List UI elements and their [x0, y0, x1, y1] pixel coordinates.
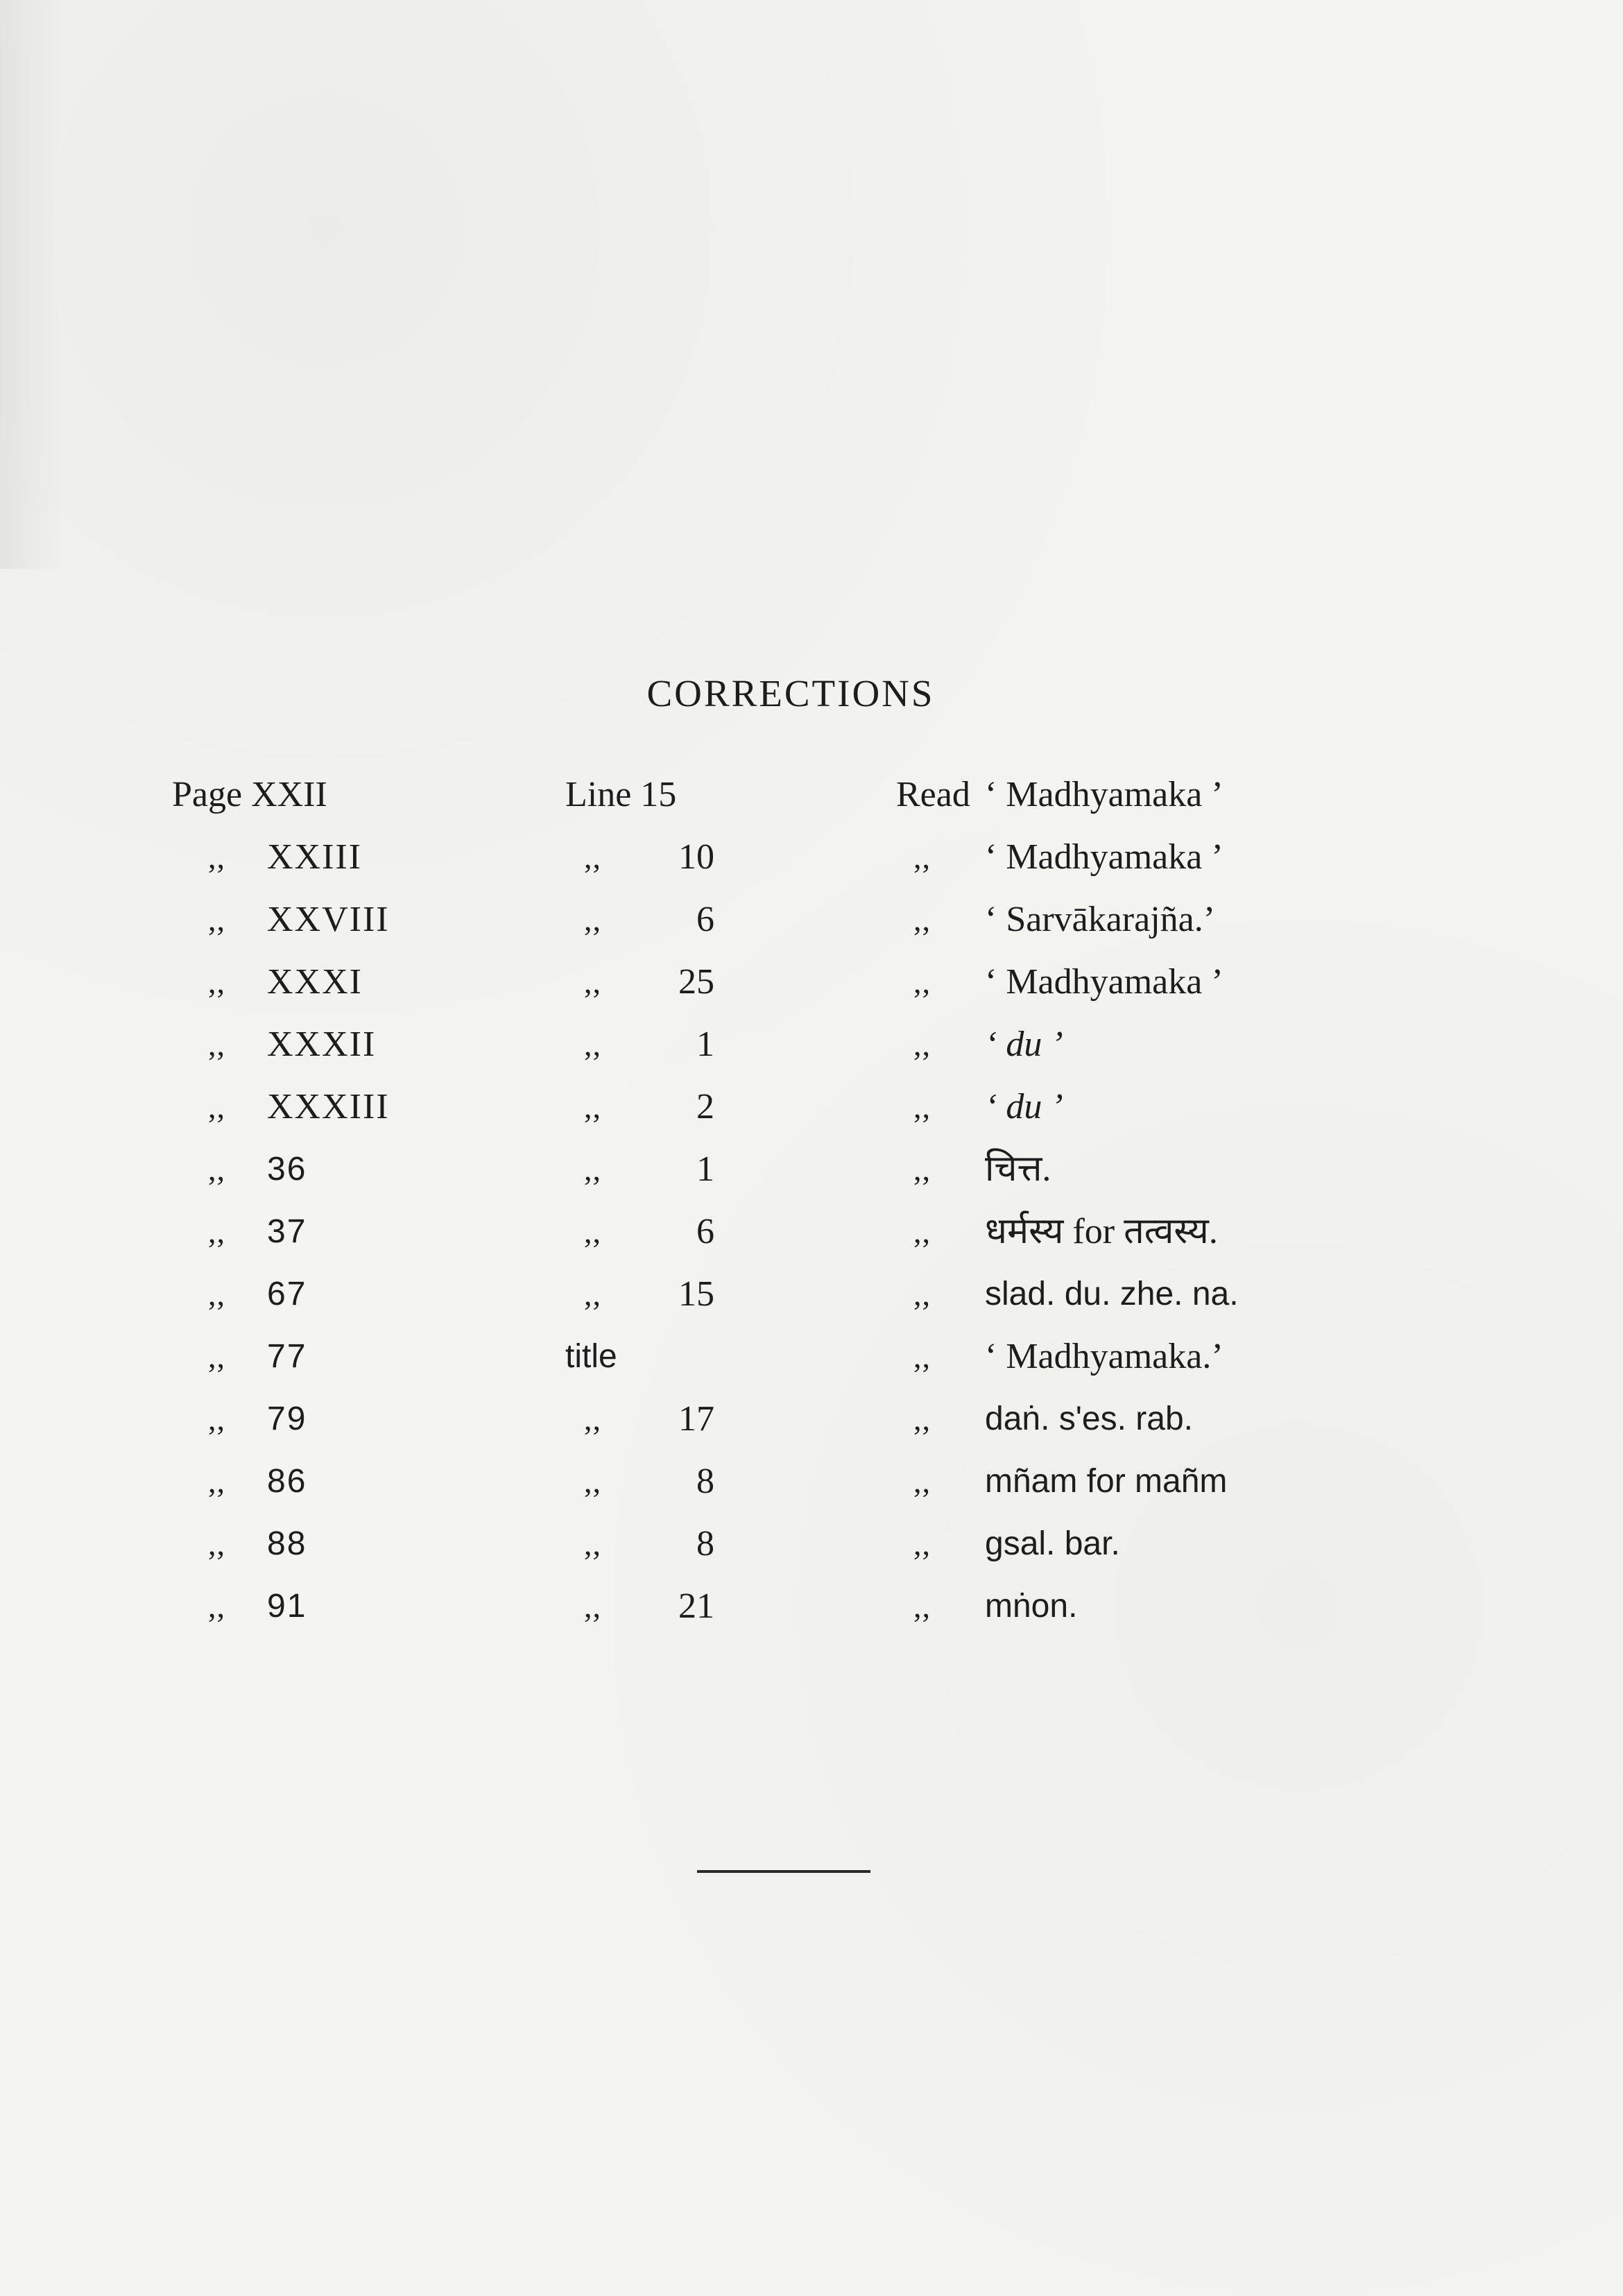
correction-text: ‘ Madhyamaka.’ — [985, 1337, 1223, 1376]
table-row — [0, 1020, 1623, 1082]
correction-text: mñam for mañm — [985, 1463, 1228, 1500]
ditto-mark: ,, — [584, 964, 601, 1000]
ditto-mark: ,, — [208, 1339, 225, 1374]
page-ref: 91 — [267, 1588, 307, 1625]
ditto-mark: ,, — [208, 902, 225, 937]
table-row — [0, 1519, 1623, 1582]
line-ref: 21 — [678, 1586, 714, 1626]
ditto-mark: ,, — [913, 1151, 931, 1187]
ditto-mark: ,, — [913, 1526, 931, 1561]
scan-edge-shading — [0, 0, 62, 569]
line-ref: 2 — [696, 1087, 714, 1126]
page-ref: XXXIII — [267, 1087, 390, 1126]
page-ref: XXIII — [267, 837, 363, 877]
line-ref: Line 15 — [565, 775, 677, 814]
ditto-mark: ,, — [584, 1151, 601, 1187]
ditto-mark: ,, — [208, 1464, 225, 1499]
page-ref: XXXII — [267, 1025, 377, 1064]
page-ref: 67 — [267, 1276, 307, 1312]
page-ref: 36 — [267, 1151, 307, 1188]
line-ref: title — [565, 1338, 617, 1375]
line-ref: 8 — [696, 1524, 714, 1563]
read-label: Read — [896, 775, 970, 814]
ditto-mark: ,, — [208, 1214, 225, 1249]
table-row — [0, 832, 1623, 895]
page-ref: XXVIII — [267, 900, 390, 939]
ditto-mark: ,, — [208, 1089, 225, 1124]
table-row — [0, 1269, 1623, 1332]
correction-text: gsal. bar. — [985, 1525, 1120, 1562]
table-row — [0, 1332, 1623, 1394]
table-row — [0, 1145, 1623, 1207]
ditto-mark: ,, — [913, 1027, 931, 1062]
correction-text: धर्मस्य for तत्वस्य. — [985, 1212, 1218, 1251]
page-ref: 79 — [267, 1400, 307, 1437]
line-ref: 1 — [696, 1025, 714, 1064]
ditto-mark: ,, — [584, 1089, 601, 1124]
line-ref: 25 — [678, 962, 714, 1002]
page-ref: 37 — [267, 1213, 307, 1250]
line-ref: 8 — [696, 1462, 714, 1501]
ditto-mark: ,, — [584, 1276, 601, 1312]
line-ref: 6 — [696, 900, 714, 939]
ditto-mark: ,, — [208, 1588, 225, 1624]
table-row — [0, 1082, 1623, 1145]
ditto-mark: ,, — [913, 1588, 931, 1624]
corrections-header-row — [0, 770, 1623, 832]
correction-text: slad. du. zhe. na. — [985, 1276, 1239, 1312]
corrections-table — [0, 770, 1623, 1644]
correction-text: ‘ Madhyamaka ’ — [985, 837, 1223, 877]
page-ref: 86 — [267, 1463, 307, 1500]
table-row — [0, 1457, 1623, 1519]
ditto-mark: ,, — [208, 1276, 225, 1312]
ditto-mark: ,, — [913, 1401, 931, 1437]
table-row — [0, 957, 1623, 1020]
ditto-mark: ,, — [208, 964, 225, 1000]
correction-text: ‘ du ’ — [985, 1087, 1063, 1126]
ditto-mark: ,, — [208, 1401, 225, 1437]
page-ref: 88 — [267, 1525, 307, 1562]
line-ref: 6 — [696, 1212, 714, 1251]
correction-text: ‘ Sarvākarajña.’ — [985, 900, 1216, 939]
ditto-mark: ,, — [584, 902, 601, 937]
page-ref: Page XXII — [172, 775, 327, 814]
ditto-mark: ,, — [584, 1526, 601, 1561]
ditto-mark: ,, — [584, 1214, 601, 1249]
correction-text: चित्त. — [985, 1149, 1051, 1189]
correction-text: ‘ du ’ — [985, 1025, 1063, 1064]
ditto-mark: ,, — [913, 1089, 931, 1124]
ditto-mark: ,, — [913, 964, 931, 1000]
closing-rule — [697, 1870, 870, 1873]
table-row — [0, 1394, 1623, 1457]
table-row — [0, 1207, 1623, 1269]
ditto-mark: ,, — [913, 1464, 931, 1499]
ditto-mark: ,, — [913, 1214, 931, 1249]
line-ref: 17 — [678, 1399, 714, 1439]
ditto-mark: ,, — [584, 1588, 601, 1624]
page-ref: 77 — [267, 1338, 307, 1375]
ditto-mark: ,, — [584, 839, 601, 875]
correction-text: daṅ. s'es. rab. — [985, 1400, 1193, 1437]
ditto-mark: ,, — [584, 1464, 601, 1499]
ditto-mark: ,, — [913, 1339, 931, 1374]
line-ref: 10 — [678, 837, 714, 877]
ditto-mark: ,, — [208, 1526, 225, 1561]
ditto-mark: ,, — [584, 1401, 601, 1437]
corrections-heading: CORRECTIONS — [646, 672, 935, 714]
ditto-mark: ,, — [208, 1027, 225, 1062]
ditto-mark: ,, — [913, 839, 931, 875]
ditto-mark: ,, — [208, 839, 225, 875]
table-row — [0, 1582, 1623, 1644]
line-ref: 1 — [696, 1149, 714, 1189]
page-ref: XXXI — [267, 962, 363, 1002]
correction-text: mṅon. — [985, 1588, 1078, 1625]
correction-text: ‘ Madhyamaka ’ — [985, 775, 1223, 814]
table-row — [0, 895, 1623, 957]
ditto-mark: ,, — [584, 1027, 601, 1062]
line-ref: 15 — [678, 1274, 714, 1314]
correction-text: ‘ Madhyamaka ’ — [985, 962, 1223, 1002]
ditto-mark: ,, — [208, 1151, 225, 1187]
ditto-mark: ,, — [913, 1276, 931, 1312]
ditto-mark: ,, — [913, 902, 931, 937]
